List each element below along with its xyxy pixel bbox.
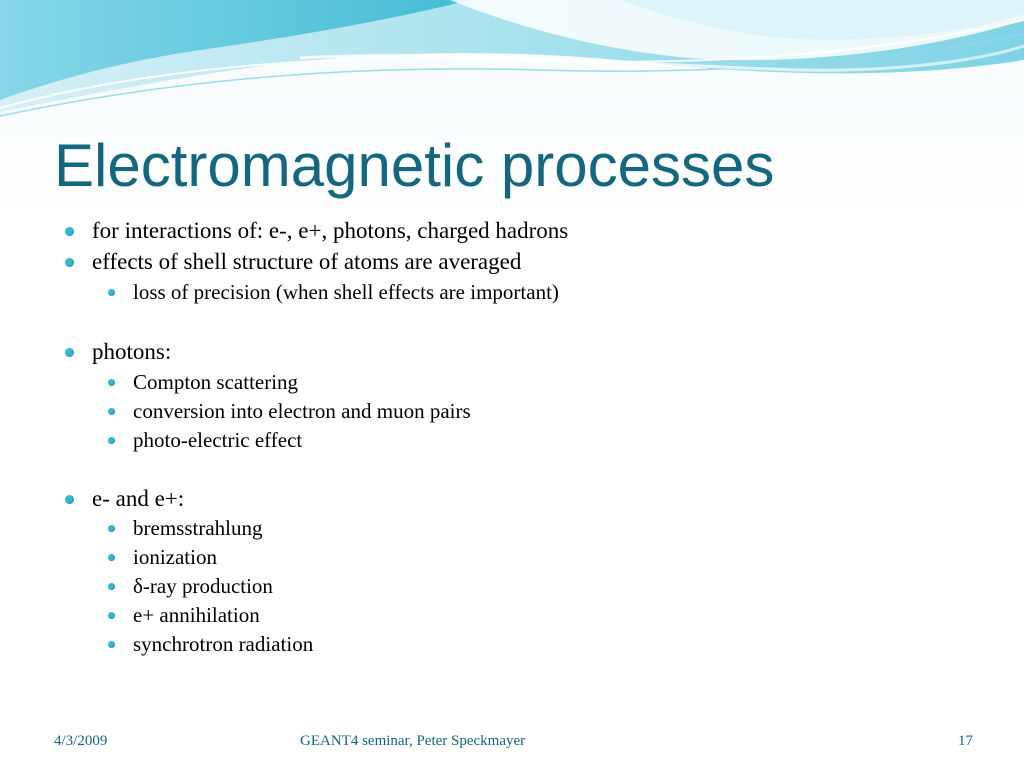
sub-bullet-text: δ-ray production	[133, 574, 273, 598]
sub-bullet-text: e+ annihilation	[133, 603, 260, 627]
sub-bullet-text: photo-electric effect	[133, 428, 303, 452]
bullet-item	[92, 485, 184, 513]
footer-date: 4/3/2009	[54, 733, 108, 749]
sub-bullet-item	[133, 601, 260, 629]
header-wave-decoration	[0, 0, 1024, 130]
bullet-text: for interactions of: e-, e+, photons, charged hadrons	[92, 218, 569, 243]
sub-bullet-text: Compton scattering	[133, 370, 299, 394]
sub-bullet-item	[133, 368, 298, 396]
bullet-icon	[108, 289, 115, 296]
sub-bullet-text: synchrotron radiation	[133, 632, 314, 656]
bullet-icon	[108, 641, 115, 648]
bullet-icon	[108, 379, 115, 386]
bullet-text: e- and e+:	[92, 486, 185, 511]
sub-bullet-text: conversion into electron and muon pairs	[133, 399, 471, 423]
bullet-icon	[108, 408, 115, 415]
bullet-icon	[108, 554, 115, 561]
bullet-icon	[65, 495, 74, 504]
sub-bullet-text: loss of precision (when shell effects are important)	[133, 280, 559, 304]
bullet-icon	[108, 437, 115, 444]
bullet-icon	[108, 525, 115, 532]
sub-bullet-item	[133, 630, 313, 658]
bullet-item	[92, 217, 568, 245]
sub-bullet-item	[133, 278, 559, 306]
bullet-icon	[108, 612, 115, 619]
sub-bullet-item	[133, 543, 217, 571]
bullet-item	[92, 338, 171, 366]
bullet-icon	[108, 583, 115, 590]
slide-number: 17	[958, 733, 973, 749]
bullet-icon	[65, 348, 74, 357]
bullet-icon	[65, 258, 74, 267]
sub-bullet-text: ionization	[133, 545, 217, 569]
bullet-icon	[65, 227, 74, 236]
sub-bullet-text: bremsstrahlung	[133, 516, 263, 540]
bullet-text: photons:	[92, 339, 172, 364]
sub-bullet-item	[133, 514, 262, 542]
footer-title: GEANT4 seminar, Peter Speckmayer	[300, 733, 526, 749]
bullet-text: effects of shell structure of atoms are averaged	[92, 249, 522, 274]
bullet-item	[92, 248, 521, 276]
sub-bullet-item	[133, 397, 471, 425]
sub-bullet-item	[133, 572, 273, 600]
slide-title: Electromagnetic processes	[54, 132, 775, 199]
sub-bullet-item	[133, 426, 302, 454]
